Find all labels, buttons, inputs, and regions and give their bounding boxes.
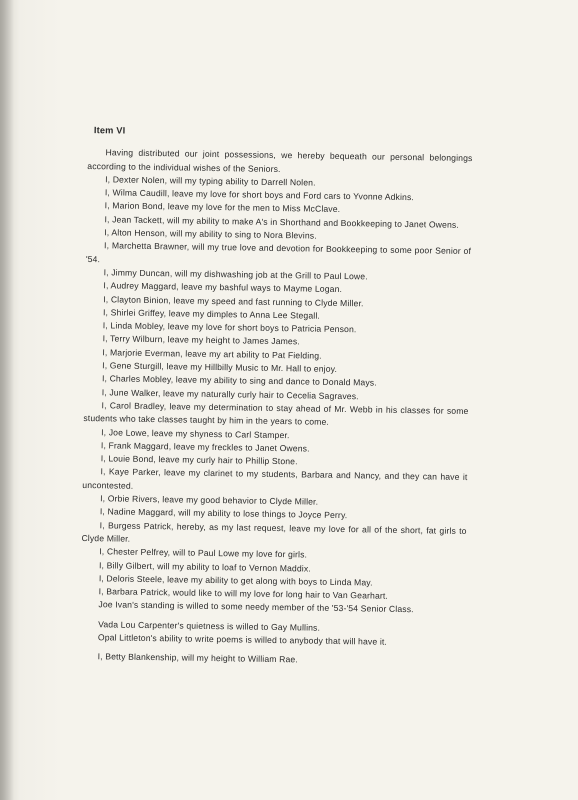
- bequest-paragraph: Vada Lou Carpenter's quietness is willed to Gay Mullins.: [98, 618, 321, 633]
- bequest-paragraph: I, Carol Bradley, leave my determination to stay ahead of Mr. Webb in his classes for some students who take classes taught by him in the years to come.: [83, 400, 469, 428]
- bequest-paragraph: I, Dexter Nolen, will my typing ability to Darrell Nolen.: [105, 174, 316, 188]
- bequest-paragraph: I, Louie Bond, leave my curly hair to Phillip Stone.: [100, 453, 298, 467]
- bequest-paragraph: I, Jean Tackett, will my ability to make A's in Shorthand and Bookkeeping to Janet Owens.: [104, 214, 460, 230]
- bequest-paragraph: I, Barbara Patrick, would like to will my love for long hair to Van Gearhart.: [98, 586, 389, 601]
- binding-shadow: [0, 0, 14, 800]
- bequest-paragraph: I, Chester Pelfrey, will to Paul Lowe my love for girls.: [99, 546, 308, 560]
- bequest-paragraph: I, Betty Blankenship, will my height to William Rae.: [97, 651, 298, 665]
- bequest-paragraph: Having distributed our joint possessions, we hereby bequeath our personal belongings according to the individual wishes of the Seniors.: [87, 147, 473, 174]
- section-heading: Item VI: [93, 125, 126, 136]
- bequest-paragraph: I, Frank Maggard, leave my freckles to Janet Owens.: [100, 440, 310, 454]
- bequest-paragraph: I, Joe Lowe, leave my shyness to Carl Stamper.: [101, 426, 290, 440]
- bequest-paragraph: I, Marion Bond, leave my love for the men to Miss McClave.: [104, 200, 341, 215]
- bequest-list: [80, 146, 473, 669]
- bequest-paragraph: I, Linda Mobley, leave my love for short boys to Patricia Penson.: [102, 320, 357, 335]
- bequest-paragraph: I, Jimmy Duncan, will my dishwashing job at the Grill to Paul Lowe.: [103, 267, 368, 282]
- bequest-paragraph: I, Terry Wilburn, leave my height to James James.: [102, 333, 300, 347]
- bequest-paragraph: I, Shirlei Griffey, leave my dimples to Anna Lee Stegall.: [102, 307, 321, 321]
- bequest-paragraph: I, Marchetta Brawner, will my true love and devotion for Bookkeeping to some poor Senior of '54.: [85, 240, 472, 264]
- bequest-paragraph: I, Billy Gilbert, will my ability to loaf to Vernon Maddix.: [99, 559, 311, 574]
- bequest-paragraph: I, June Walker, leave my naturally curly hair to Cecelia Sagraves.: [101, 386, 359, 401]
- bequest-paragraph: I, Marjorie Everman, leave my art ability to Pat Fielding.: [102, 347, 322, 361]
- bequest-paragraph: Joe Ivan's standing is willed to some needy member of the '53-'54 Senior Class.: [98, 599, 414, 615]
- bequest-paragraph: I, Nadine Maggard, will my ability to lose things to Joyce Perry.: [99, 506, 348, 521]
- bequest-paragraph: Opal Littleton's ability to write poems is willed to anybody that will have it.: [97, 632, 388, 647]
- bequest-paragraph: I, Orbie Rivers, leave my good behavior to Clyde Miller.: [100, 493, 319, 507]
- bequest-paragraph: I, Clayton Binion, leave my speed and fast running to Clyde Miller.: [103, 293, 364, 308]
- page-content: [80, 124, 473, 670]
- bequest-paragraph: I, Deloris Steele, leave my ability to get along with boys to Linda May.: [98, 573, 373, 588]
- bequest-paragraph: I, Burgess Patrick, hereby, as my last request, leave my love for all of the short, fat girls to Clyde Miller.: [81, 519, 467, 544]
- bequest-paragraph: I, Audrey Maggard, leave my bashful ways to Mayme Logan.: [103, 280, 343, 295]
- bequest-paragraph: I, Wilma Caudill, leave my love for short boys and Ford cars to Yvonne Adkins.: [104, 187, 415, 203]
- bequest-paragraph: I, Gene Sturgill, leave my Hillbilly Music to Mr. Hall to enjoy.: [102, 360, 338, 374]
- bequest-paragraph: I, Kaye Parker, leave my clarinet to my students, Barbara and Nancy, and they can have it uncontested.: [82, 466, 468, 491]
- bequest-paragraph: I, Charles Mobley, leave my ability to sing and dance to Donald Mays.: [101, 373, 377, 388]
- bequest-paragraph: I, Alton Henson, will my ability to sing to Nora Blevins.: [104, 227, 317, 241]
